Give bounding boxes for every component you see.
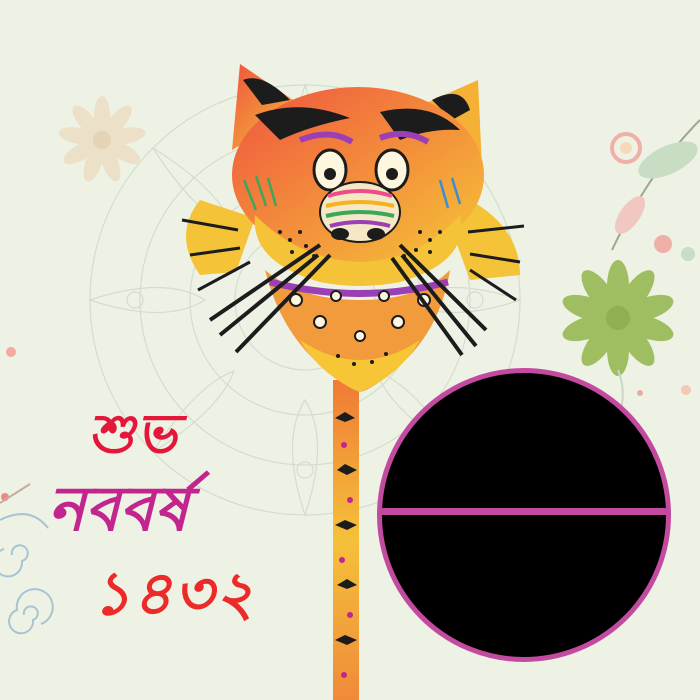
greeting-line-nababarsha: নববর্ষ <box>48 472 189 545</box>
flower-icon <box>559 260 676 376</box>
dot-icon <box>6 347 16 357</box>
photo-frame-divider <box>382 508 666 515</box>
greeting-line-shubho: শুভ <box>88 402 179 465</box>
swirl-icon <box>0 514 53 633</box>
photo-frame-circle[interactable] <box>377 368 671 662</box>
greeting-year: ১৪৩২ <box>92 559 256 629</box>
